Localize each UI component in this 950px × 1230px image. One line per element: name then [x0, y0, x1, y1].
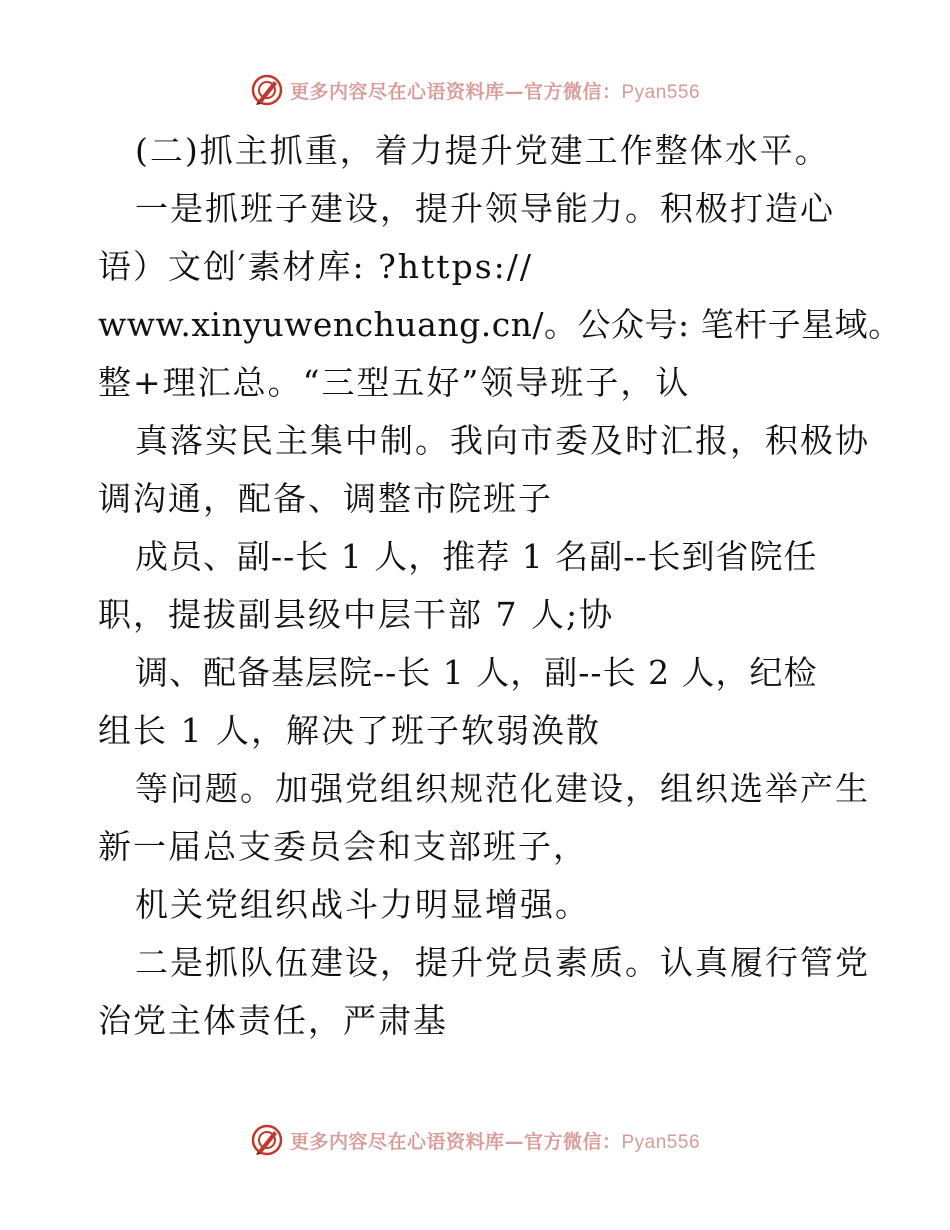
- wechat-id: Pyan556: [621, 1131, 701, 1153]
- paragraph-line: 成员、副--长 1 人，推荐 1 名副--长到省院任: [135, 537, 818, 576]
- header-watermark: [0, 70, 950, 110]
- paragraph-line: 治党主体责任，严肃基: [98, 1001, 448, 1040]
- paragraph-line: 机关党组织战斗力明显增强。: [135, 885, 590, 924]
- paragraph-line: 一是抓班子建设，提升领导能力。积极打造心: [135, 189, 835, 228]
- pen-logo-icon: [250, 1123, 284, 1157]
- paragraph-line: 新一届总支委员会和支部班子，: [98, 827, 588, 866]
- paragraph-line: 语）文创′素材库: ?https://: [98, 247, 533, 286]
- watermark-text: 更多内容尽在心语资料库—官方微信：Pyan556: [289, 1130, 701, 1153]
- pen-logo-icon: [250, 73, 284, 107]
- paragraph-line: 调沟通，配备、调整市院班子: [98, 479, 553, 518]
- paragraph-line: 等问题。加强党组织规范化建设，组织选举产生: [135, 769, 870, 808]
- paragraph-line: (二)抓主抓重，着力提升党建工作整体水平。: [135, 131, 830, 170]
- paragraph-line: 真落实民主集中制。我向市委及时汇报，积极协: [135, 421, 870, 460]
- wechat-id: Pyan556: [621, 81, 701, 103]
- paragraph-line: www.xinyuwenchuang.cn/。公众号: 笔杆子星域。: [98, 305, 902, 344]
- footer-watermark: [0, 1120, 950, 1160]
- paragraph-line: 调、配备基层院--长 1 人，副--长 2 人，纪检: [135, 653, 818, 692]
- watermark-text: 更多内容尽在心语资料库—官方微信：Pyan556: [289, 80, 701, 103]
- paragraph-line: 整+理汇总。“三型五好”领导班子，认: [98, 363, 691, 402]
- document-body: [98, 122, 902, 1050]
- paragraph-line: 职，提拔副县级中层干部 7 人;协: [98, 595, 615, 634]
- paragraph-line: 二是抓队伍建设，提升党员素质。认真履行管党: [135, 943, 870, 982]
- paragraph-line: 组长 1 人，解决了班子软弱涣散: [98, 711, 601, 750]
